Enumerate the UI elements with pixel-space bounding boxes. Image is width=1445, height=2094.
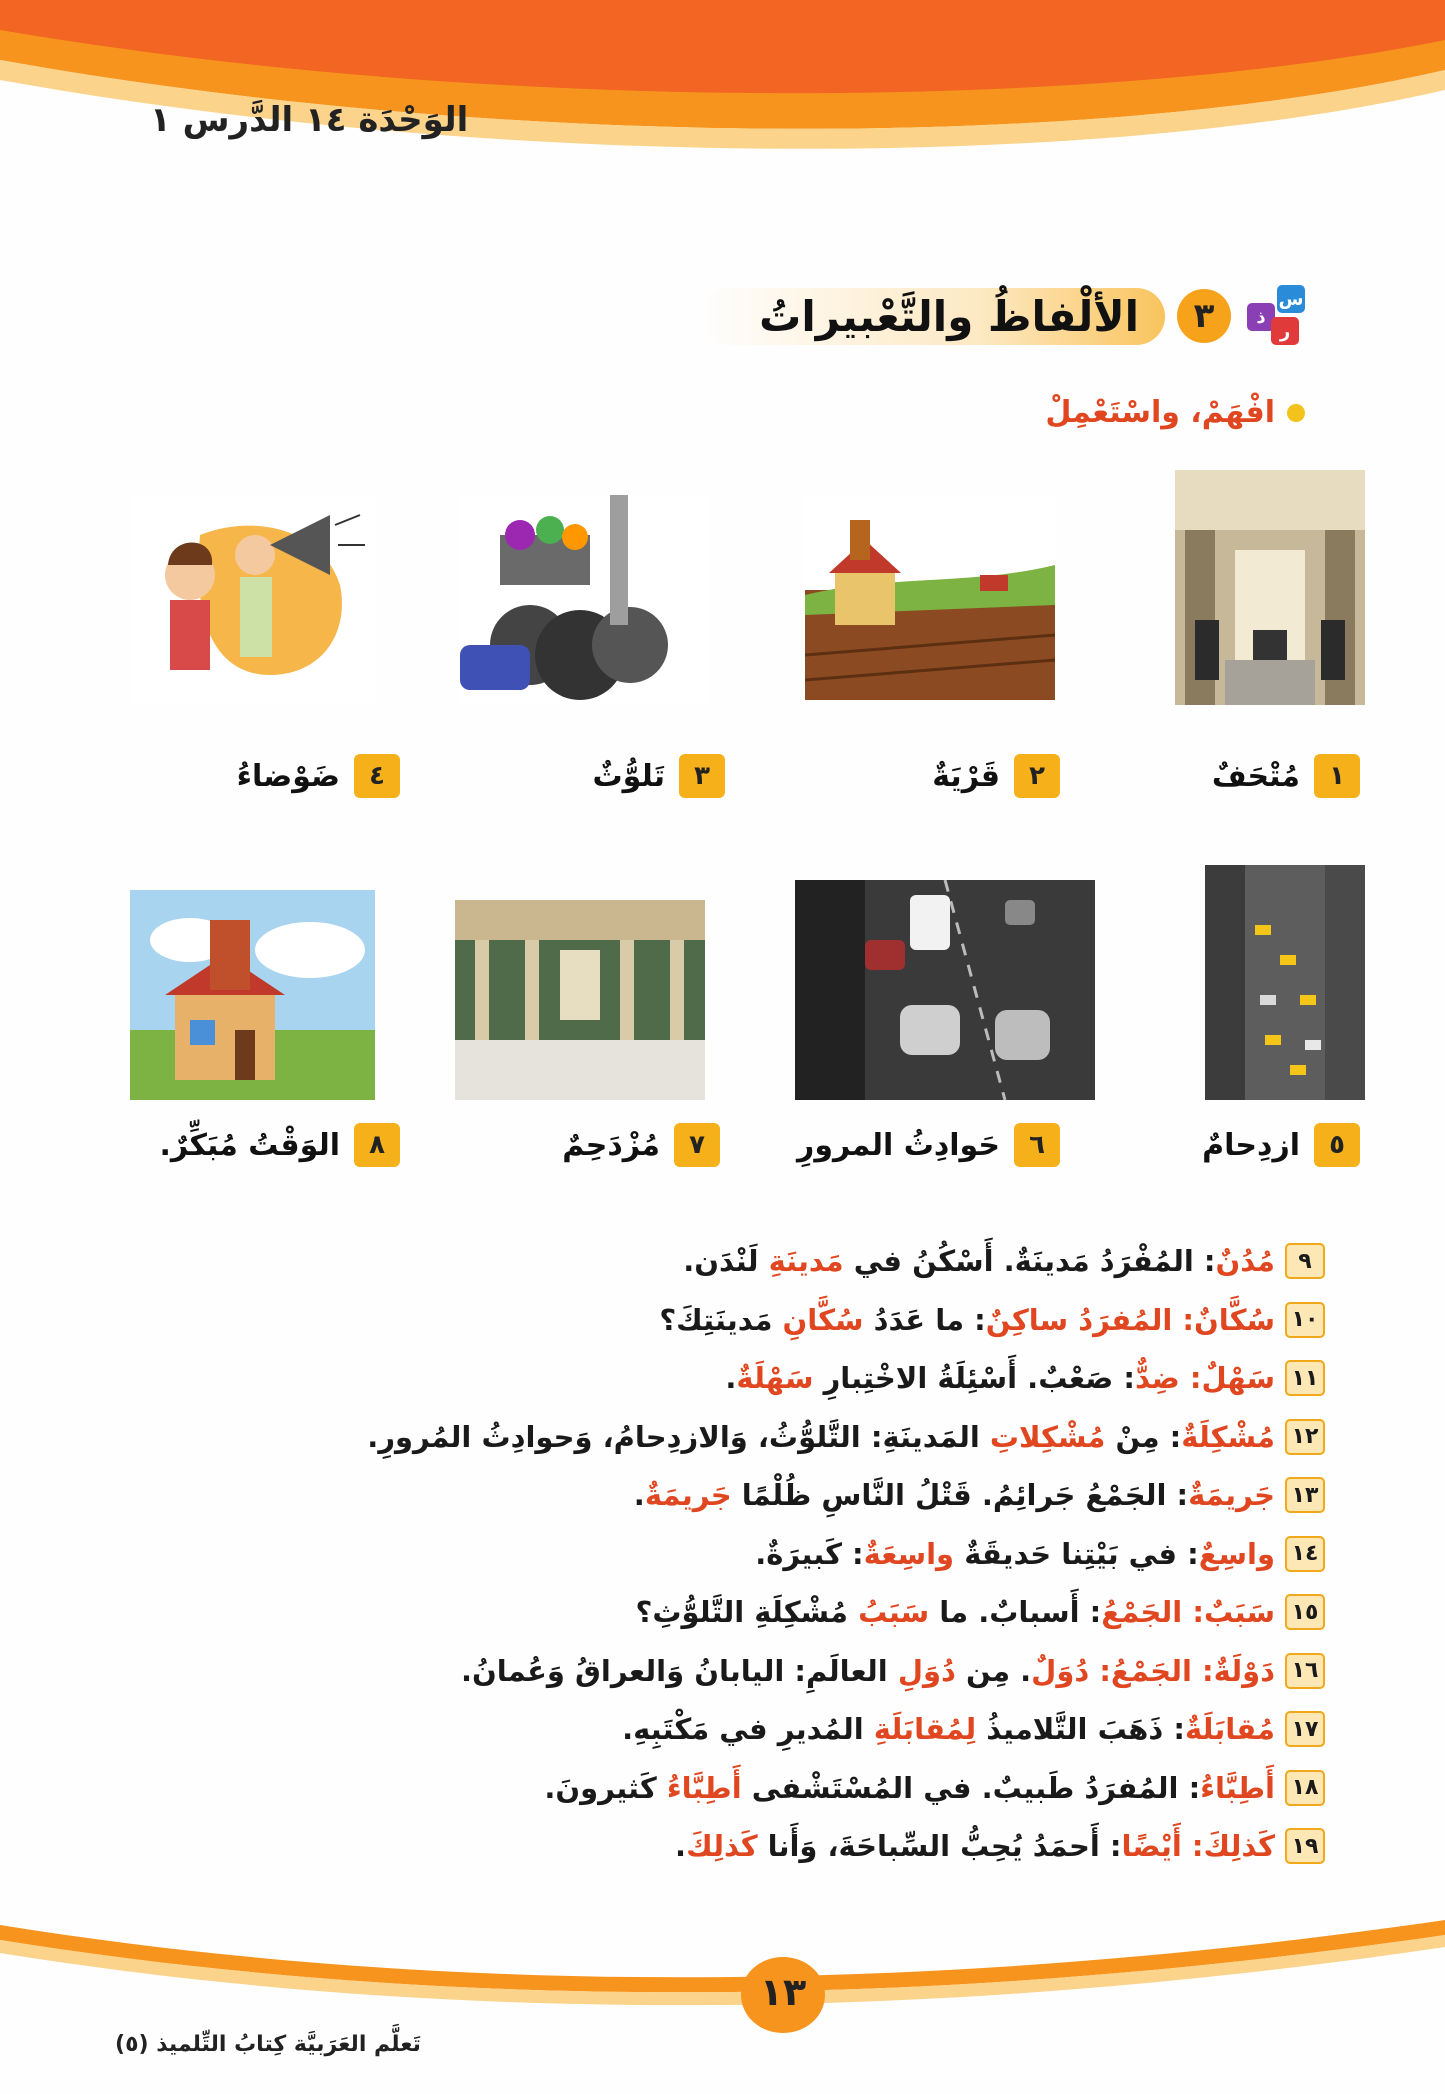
vocab-text: : ما عَدَدُ — [863, 1302, 986, 1337]
vocab-text: . — [633, 1478, 645, 1513]
picture-label: تَلوُّثٌ — [592, 758, 665, 794]
vocab-text: : مِنْ — [1105, 1419, 1182, 1454]
vocab-number: ١٠ — [1285, 1302, 1325, 1338]
vocab-sentence — [544, 1771, 1275, 1805]
vocab-sentence — [675, 1829, 1275, 1863]
picture-number: ٢ — [1014, 754, 1060, 798]
vocab-number: ١٢ — [1285, 1419, 1325, 1455]
vocabulary-list — [125, 1232, 1325, 1876]
vocab-row — [125, 1817, 1325, 1876]
vocab-number: ١٧ — [1285, 1711, 1325, 1747]
vocab-keyword: كَذلِكَ: أَيْضًا — [1121, 1829, 1275, 1864]
picture-caption — [1202, 1122, 1360, 1168]
vocab-text: مُشْكِلَةِ التَّلوُّثِ؟ — [635, 1595, 859, 1630]
vocab-row — [125, 1583, 1325, 1642]
picture-caption — [932, 753, 1060, 799]
logo-letter: ر — [1271, 317, 1299, 345]
vocab-keyword: لِمُقابَلَةِ — [873, 1712, 977, 1747]
vocab-sentence — [367, 1420, 1275, 1454]
vocab-text: المُديرِ في مَكْتَبِهِ. — [622, 1712, 874, 1747]
vocab-keyword: كَذلِكَ — [686, 1829, 758, 1864]
vocab-keyword: أَطِبَّاءُ — [1200, 1770, 1275, 1805]
section-heading: الألْفاظُ والتَّعْبيراتُ — [699, 288, 1165, 345]
picture-label: ازدِحامٌ — [1202, 1127, 1300, 1163]
vocab-keyword: سَهْلٌ: ضِدٌّ — [1134, 1361, 1275, 1396]
museum-photo — [1175, 470, 1365, 705]
vocab-text: : كَبيرَةٌ. — [755, 1536, 864, 1571]
subheading — [1045, 395, 1305, 430]
letters-cube-icon — [1243, 285, 1305, 347]
vocab-keyword: سَهْلَةٌ — [736, 1361, 814, 1396]
vocab-text: : أَحمَدُ يُحِبُّ السِّباحَةَ، وَأَنا — [757, 1829, 1122, 1864]
vocab-row — [125, 1232, 1325, 1291]
vocab-row — [125, 1700, 1325, 1759]
vocab-number: ١٥ — [1285, 1594, 1325, 1630]
vocab-sentence — [636, 1595, 1275, 1629]
vocab-text: . مِن — [955, 1653, 1032, 1688]
vocab-number: ١٨ — [1285, 1770, 1325, 1806]
vocab-keyword: سَبَبُ — [858, 1595, 930, 1630]
vocab-text: : في بَيْتِنا حَديقَةٌ — [954, 1536, 1199, 1571]
vocab-text: مَدينَتِكَ؟ — [659, 1302, 783, 1337]
vocab-keyword: سُكَّانِ — [782, 1302, 864, 1337]
vocab-keyword: أَطِبَّاءُ — [666, 1770, 742, 1805]
picture-caption — [593, 753, 725, 799]
footer-band — [0, 1895, 1445, 2094]
picture-number: ٤ — [354, 754, 400, 798]
noise-drawing — [130, 495, 375, 705]
vocab-keyword: مُشْكِلاتِ — [989, 1419, 1106, 1454]
picture-label: مُتْحَفٌ — [1211, 758, 1300, 794]
vocab-keyword: واسِعٌ — [1198, 1536, 1275, 1571]
picture-caption — [1212, 753, 1360, 799]
vocab-keyword: دَوْلَةٌ: الجَمْعُ: دُوَلٌ — [1031, 1653, 1275, 1688]
picture-number: ٣ — [679, 754, 725, 798]
vocab-sentence — [622, 1712, 1275, 1746]
vocab-number: ١٦ — [1285, 1653, 1325, 1689]
vocab-text: : أَسبابٌ. ما — [929, 1595, 1102, 1630]
vocab-sentence — [461, 1654, 1275, 1688]
book-title: تَعلَّم العَرَبيَّة كِتابُ التِّلميذ (٥) — [115, 2032, 421, 2057]
pollution-drawing — [460, 495, 710, 705]
vocab-number: ١٤ — [1285, 1536, 1325, 1572]
vocab-text: . — [675, 1829, 687, 1864]
vocab-keyword: سَبَبٌ: الجَمْعُ — [1101, 1595, 1275, 1630]
picture-label: الوَقْتُ مُبَكِّرٌ. — [159, 1127, 340, 1163]
vocab-text: : صَعْبٌ. أَسْئِلَةُ الاخْتِبارِ — [813, 1361, 1135, 1396]
vocab-row — [125, 1759, 1325, 1818]
vocab-text: لَنْدَن. — [683, 1244, 769, 1279]
vocab-sentence — [683, 1244, 1275, 1278]
vocab-number: ١٩ — [1285, 1828, 1325, 1864]
page-number: ١٣ — [759, 1970, 807, 2014]
vocab-row — [125, 1466, 1325, 1525]
vocab-keyword: جَريمَةٌ — [644, 1478, 732, 1513]
vocab-keyword: سُكَّانٌ: المُفرَدُ ساكِنٌ — [985, 1302, 1275, 1337]
picture-caption — [797, 1122, 1060, 1168]
crowded-mosque-photo — [455, 900, 705, 1100]
vocab-text: : المُفرَدُ طَبيبٌ. في المُسْتَشْفى — [741, 1770, 1201, 1805]
logo-letter: ذ — [1247, 303, 1275, 331]
vocab-number: ٩ — [1285, 1243, 1325, 1279]
vocab-number: ١١ — [1285, 1360, 1325, 1396]
vocab-text: المَدينَةِ: التَّلوُّثُ، وَالازدِحامُ، وَحوادِثُ المُرورِ. — [367, 1419, 990, 1454]
picture-number: ٥ — [1314, 1123, 1360, 1167]
header-band — [0, 0, 1445, 170]
picture-label: حَوادِثُ المرورِ — [797, 1127, 1000, 1163]
logo-letter: س — [1277, 285, 1305, 313]
bullet-icon — [1287, 404, 1305, 422]
vocab-sentence — [659, 1303, 1275, 1337]
vocab-text: كَثيرونَ. — [544, 1770, 667, 1805]
vocab-text: العالَمِ: اليابانُ وَالعراقُ وَعُمانُ. — [460, 1653, 898, 1688]
vocab-text: : ذَهَبَ التَّلاميذُ — [976, 1712, 1185, 1747]
picture-caption — [562, 1122, 720, 1168]
village-drawing — [805, 495, 1055, 700]
picture-number: ١ — [1314, 754, 1360, 798]
car-accident-photo — [795, 880, 1095, 1100]
vocab-sentence — [725, 1361, 1275, 1395]
vocab-keyword: مُقابَلَةٌ — [1184, 1712, 1275, 1747]
vocab-number: ١٣ — [1285, 1477, 1325, 1513]
picture-caption — [159, 1122, 400, 1168]
picture-label: قَرْيَةٌ — [932, 758, 1000, 794]
vocab-text: . — [725, 1361, 737, 1396]
picture-label: مُزْدَحِمٌ — [562, 1127, 660, 1163]
vocab-keyword: مُدُنٌ — [1215, 1244, 1275, 1279]
vocab-text: : الجَمْعُ جَرائِمُ. قَتْلُ النَّاسِ ظُلْمًا — [731, 1478, 1189, 1513]
vocab-row — [125, 1349, 1325, 1408]
picture-label: ضَوْضاءُ — [236, 758, 340, 794]
vocab-keyword: واسِعَةٌ — [863, 1536, 955, 1571]
picture-number: ٧ — [674, 1123, 720, 1167]
sunrise-house-drawing — [130, 890, 375, 1100]
vocab-keyword: مَدينَةِ — [768, 1244, 844, 1279]
vocab-row — [125, 1525, 1325, 1584]
vocab-sentence — [634, 1478, 1275, 1512]
picture-caption — [237, 753, 400, 799]
vocab-keyword: جَريمَةٌ — [1188, 1478, 1275, 1513]
vocab-row — [125, 1642, 1325, 1701]
vocab-text: : المُفْرَدُ مَدينَةٌ. أَسْكُنُ في — [843, 1244, 1216, 1279]
section-title — [699, 285, 1305, 347]
picture-number: ٦ — [1014, 1123, 1060, 1167]
vocab-row — [125, 1408, 1325, 1467]
unit-lesson-label: الوَحْدَة ١٤ الدَّرس ١ — [150, 100, 469, 140]
vocab-keyword: دُوَلِ — [897, 1653, 956, 1688]
vocab-sentence — [755, 1537, 1275, 1571]
picture-number: ٨ — [354, 1123, 400, 1167]
vocab-row — [125, 1291, 1325, 1350]
section-number: ٣ — [1177, 289, 1231, 343]
vocab-keyword: مُشْكِلَةٌ — [1181, 1419, 1275, 1454]
traffic-jam-photo — [1205, 865, 1365, 1100]
subheading-text: افْهَمْ، واسْتَعْمِلْ — [1045, 395, 1275, 430]
